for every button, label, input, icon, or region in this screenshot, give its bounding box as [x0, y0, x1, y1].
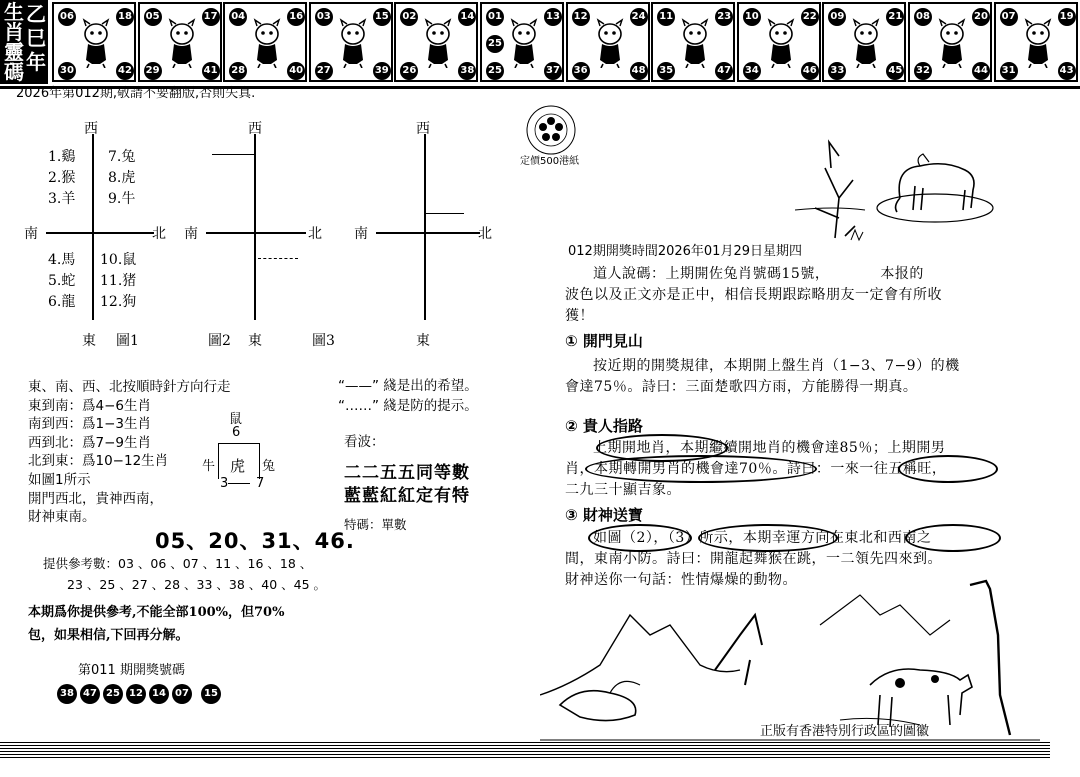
number-ball: 47: [80, 684, 100, 704]
axis-horizontal: [46, 232, 154, 234]
axis-vertical: [424, 134, 426, 320]
bottom-border: [0, 742, 1050, 758]
zodiac-number: 23: [715, 8, 733, 26]
axis-horizontal: [206, 232, 306, 234]
zodiac-number: 40: [287, 62, 305, 80]
legend-symbol: “——”: [338, 378, 379, 394]
zodiac-number: 47: [715, 62, 733, 80]
south-label: 南: [184, 226, 198, 242]
zodiac-number: 45: [886, 62, 904, 80]
section-title: ③ 財神送寶: [565, 506, 643, 524]
zodiac-cell: [908, 2, 992, 82]
caution-line: [258, 258, 298, 259]
zodiac-list-item: 1.鷄: [48, 149, 76, 165]
zodiac-number: 17: [202, 8, 220, 26]
zodiac-number: 14: [458, 8, 476, 26]
zodiac-number: 25: [486, 35, 504, 53]
number-ball: 14: [149, 684, 169, 704]
previous-draw-balls: [57, 681, 224, 704]
section-line: 二九三十顯吉象。: [565, 482, 681, 498]
east-label: 東: [248, 333, 262, 349]
west-label: 西: [248, 121, 262, 137]
zodiac-number: 32: [914, 62, 932, 80]
zodiac-number: 05: [144, 8, 162, 26]
axis-vertical: [254, 134, 256, 320]
zodiac-number: 35: [657, 62, 675, 80]
rule-line: 財神東南。: [28, 509, 96, 526]
zodiac-list-item: 2.猴: [48, 170, 76, 186]
rule-line: 北到東：爲10−12生肖: [28, 453, 169, 470]
figure-caption: 圖3: [312, 333, 335, 349]
title-char: 肖: [4, 20, 24, 44]
rabbit-icon: [333, 18, 373, 68]
highlight-oval: [588, 524, 692, 552]
zodiac-number: 41: [202, 62, 220, 80]
zodiac-cell: [566, 2, 650, 82]
zodiac-number: 22: [801, 8, 819, 26]
number-ball: 25: [103, 684, 123, 704]
axis-horizontal: [376, 232, 480, 234]
rule-line: 西到北：爲7−9生肖: [28, 434, 151, 451]
number-ball: 07: [172, 684, 192, 704]
zodiac-number: 13: [544, 8, 562, 26]
zodiac-number: 38: [458, 62, 476, 80]
special-code: 特碼：單數: [344, 517, 407, 532]
rooster-icon: [846, 18, 886, 68]
rule-line: 東、南、西、北按順時針方向行走: [28, 379, 231, 395]
highlight-oval: [905, 524, 1001, 552]
dragon-icon: [418, 18, 458, 68]
draw-date: 012期開獎時間2026年01月29日星期四: [568, 244, 802, 259]
watch-line: 藍藍紅紅定有特: [344, 486, 470, 506]
mini-left-label: 牛: [202, 459, 216, 474]
section-title: ① 開門見山: [565, 332, 643, 350]
watch-label: 看波：: [344, 434, 385, 450]
zodiac-number: 43: [1058, 62, 1076, 80]
price-label: 定價500港紙: [520, 156, 580, 167]
zodiac-number: 27: [315, 62, 333, 80]
zodiac-cell: [480, 2, 564, 82]
zodiac-cell: [52, 2, 136, 82]
section-title: ② 貴人指路: [565, 417, 643, 435]
zodiac-number: 39: [373, 62, 391, 80]
zodiac-cell: [822, 2, 906, 82]
mini-bottom-left: 3: [220, 476, 229, 491]
reference-numbers: [43, 553, 326, 595]
zodiac-number: 12: [572, 8, 590, 26]
zodiac-list-item: 12.狗: [100, 294, 137, 310]
zodiac-number: 29: [144, 62, 162, 80]
north-label: 北: [478, 226, 492, 242]
title-char: 靈: [4, 40, 24, 64]
north-label: 北: [308, 226, 322, 242]
tiger-icon: [247, 18, 287, 68]
zodiac-number: 01: [486, 8, 504, 26]
intro-line: 波色以及正文亦是正中，相信長期跟踪略朋友一定會有所收: [565, 287, 942, 303]
zodiac-number: 24: [630, 8, 648, 26]
title-char: 生: [4, 0, 24, 24]
zodiac-number: 26: [400, 62, 418, 80]
intro-line: 獲！: [565, 308, 594, 324]
zodiac-number: 06: [58, 8, 76, 26]
dog-icon: [932, 18, 972, 68]
intro-line: 道人說碼：上期開佐兔肖號碼15號， 本报的: [593, 266, 924, 282]
mini-center-label: 虎: [230, 457, 246, 475]
zodiac-number: 28: [229, 62, 247, 80]
special-ball: 15: [201, 684, 221, 704]
title-char: 碼: [4, 60, 24, 84]
highlight-oval: [898, 455, 998, 483]
zodiac-banner: [0, 0, 1080, 89]
zodiac-list-item: 9.牛: [108, 191, 136, 207]
title-char: 巳: [26, 26, 46, 50]
diagram-1: [20, 112, 180, 352]
main-numbers: 05、20、31、46.: [155, 529, 355, 553]
ref-label: 提供參考數：: [43, 556, 119, 571]
south-label: 南: [354, 226, 368, 242]
ref-line: 03 、06 、07 、11 、16 、18 、: [118, 556, 313, 571]
footer-note: 正版有香港特別行政區的圖徽: [760, 724, 930, 739]
mini-bottom-right: 7: [256, 476, 265, 491]
section-line: 按近期的開獎規律，本期開上盤生肖（1−3、7−9）的機: [593, 358, 960, 374]
east-label: 東: [416, 333, 430, 349]
section-line: 財神送你一句話：性情爆燥的動物。: [565, 572, 797, 588]
rule-line: 如圖1所示: [28, 471, 91, 488]
mini-zodiac-diagram: [200, 408, 290, 491]
section-line: 上期開地肖，本期繼續開地肖的機會達85％；上期開男: [593, 440, 946, 456]
disclaimer-line: 本期爲你提供參考,不能全部100%，但70%: [28, 605, 285, 620]
zodiac-cell: [651, 2, 735, 82]
title-char: 年: [26, 50, 46, 74]
legend-symbol: “……”: [338, 398, 379, 414]
section-line: 如圖（2），（3）所示，本期幸運方向在東北和西南之: [593, 530, 932, 546]
line-legend: [338, 376, 478, 416]
east-label: 東: [82, 333, 96, 349]
highlight-oval: [698, 524, 838, 552]
zodiac-number: 21: [886, 8, 904, 26]
banner-title: [0, 0, 48, 84]
zodiac-number: 10: [743, 8, 761, 26]
disclaimer: [28, 601, 284, 647]
highlight-oval: [585, 455, 817, 483]
rule-line: 南到西：爲1−3生肖: [28, 416, 151, 433]
hope-line: [212, 154, 254, 155]
south-label: 南: [24, 226, 38, 242]
rat-icon: [76, 18, 116, 68]
number-ball: 12: [126, 684, 146, 704]
zodiac-list-item: 7.兔: [108, 149, 136, 165]
goat-icon: [675, 18, 715, 68]
horse-icon: [590, 18, 630, 68]
zodiac-list-item: 11.猪: [100, 273, 137, 289]
watch-line: 二二五五同等數: [344, 463, 470, 483]
zodiac-number: 02: [400, 8, 418, 26]
zodiac-cell: [138, 2, 222, 82]
hk-emblem-icon: [525, 104, 577, 156]
zodiac-number: 09: [828, 8, 846, 26]
zodiac-number: 34: [743, 62, 761, 80]
monkey-icon: [761, 18, 801, 68]
pig-icon: [1018, 18, 1058, 68]
zodiac-cell: [394, 2, 478, 82]
zodiac-cell: [737, 2, 821, 82]
zodiac-number: 18: [116, 8, 134, 26]
section-1-body: [565, 356, 1005, 398]
zodiac-cell: [309, 2, 393, 82]
figure-caption: 圖2: [208, 333, 231, 349]
rule-line: 開門西北，貴神西南，: [28, 490, 163, 507]
section-line: 肖，本期轉開男肖的機會達70％。詩曰：一來一往五稱旺，: [565, 461, 947, 477]
rule-line: 東到南：爲4−6生肖: [28, 397, 151, 414]
zodiac-number: 19: [1058, 8, 1076, 26]
zodiac-list-item: 3.羊: [48, 191, 76, 207]
zodiac-number: 15: [373, 8, 391, 26]
axis-vertical: [92, 134, 94, 320]
mini-top-number: 6: [232, 425, 241, 440]
zodiac-number: 20: [972, 8, 990, 26]
watch-poem: [344, 462, 470, 508]
legend-text: 綫是出的希望。: [383, 378, 478, 394]
previous-draw-label: 第011 期開獎號碼: [78, 663, 185, 678]
zodiac-number: 04: [229, 8, 247, 26]
zodiac-number: 03: [315, 8, 333, 26]
ref-line: 23 、25 、27 、28 、33 、38 、40 、45 。: [67, 577, 327, 592]
zodiac-cell: [223, 2, 307, 82]
zodiac-number: 25: [486, 62, 504, 80]
hope-line: [426, 213, 464, 214]
zodiac-number: 42: [116, 62, 134, 80]
section-line: 間，東南小防。詩曰：開龍起舞猴在跳，一二領先四來到。: [565, 551, 942, 567]
zodiac-list-item: 10.鼠: [100, 252, 137, 268]
grazing-horse-illustration: [795, 128, 1005, 246]
notice: 2026年第012期,敬請不要翻版,否則失真.: [16, 86, 256, 101]
title-char: 乙: [26, 2, 46, 26]
zodiac-number: 37: [544, 62, 562, 80]
zodiac-list-item: 4.馬: [48, 252, 76, 268]
zodiac-number: 31: [1000, 62, 1018, 80]
zodiac-cell: [994, 2, 1078, 82]
legend-text: 綫是防的提示。: [383, 398, 478, 414]
mini-top-label: 鼠: [229, 412, 243, 427]
disclaimer-line: 包，如果相信,下回再分解。: [28, 628, 189, 643]
diagram-3: [310, 112, 500, 352]
zodiac-list-item: 5.蛇: [48, 273, 76, 289]
zodiac-number: 16: [287, 8, 305, 26]
zodiac-number: 44: [972, 62, 990, 80]
west-label: 西: [416, 121, 430, 137]
mini-right-label: 兔: [262, 459, 276, 474]
intro-paragraph: [565, 264, 1005, 327]
zodiac-number: 48: [630, 62, 648, 80]
zodiac-number: 11: [657, 8, 675, 26]
section-line: 會達75％。詩曰：三面楚歌四方雨，方能勝得一期真。: [565, 379, 918, 395]
cow-icon: [162, 18, 202, 68]
zodiac-list-item: 6.龍: [48, 294, 76, 310]
zodiac-number: 46: [801, 62, 819, 80]
number-ball: 38: [57, 684, 77, 704]
figure-caption: 圖1: [116, 333, 139, 349]
north-label: 北: [152, 226, 166, 242]
west-label: 西: [84, 121, 98, 137]
zodiac-number: 36: [572, 62, 590, 80]
zodiac-list-item: 8.虎: [108, 170, 136, 186]
snake-icon: [504, 18, 544, 68]
zodiac-number: 33: [828, 62, 846, 80]
zodiac-number: 30: [58, 62, 76, 80]
zodiac-number: 07: [1000, 8, 1018, 26]
zodiac-number: 08: [914, 8, 932, 26]
